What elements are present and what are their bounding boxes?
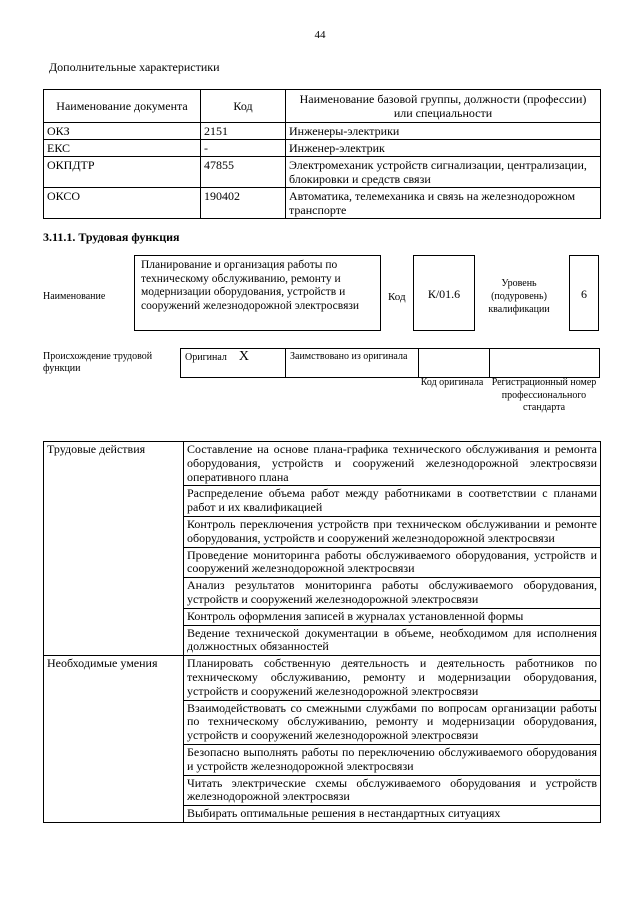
skills-label: Необходимые умения bbox=[44, 656, 184, 823]
skill-item: Выбирать оптимальные решения в нестандартных ситуациях bbox=[184, 806, 601, 823]
table-header-row bbox=[44, 90, 601, 123]
function-name-label: Наименование bbox=[43, 291, 106, 302]
code-original-cell bbox=[419, 349, 490, 378]
row-code: 47855 bbox=[201, 157, 286, 188]
function-origin-label: Происхождение трудовой функции bbox=[43, 351, 153, 374]
function-code-box: К/01.6 bbox=[413, 255, 475, 331]
labor-actions-skills-table bbox=[43, 441, 601, 823]
skill-item: Читать электрические схемы обслуживаемого оборудования и устройств железнодорожной электросвязи bbox=[184, 775, 601, 806]
action-item: Анализ результатов мониторинга работы обслуживаемого оборудования, устройств и сооружений железнодорожной электросвязи bbox=[184, 578, 601, 609]
action-item: Составление на основе плана-графика технического обслуживания и ремонта оборудования, устройств и сооружений железнодорожной электросвязи оперативного плана bbox=[184, 442, 601, 486]
action-item: Ведение технической документации в объеме, необходимом для исполнения должностных обязанностей bbox=[184, 625, 601, 656]
header-document: Наименование документа bbox=[44, 90, 201, 123]
row-name: Инженер-электрик bbox=[286, 140, 601, 157]
table-row bbox=[44, 123, 601, 140]
page-number: 44 bbox=[314, 29, 326, 41]
qualification-level-box: 6 bbox=[569, 255, 599, 331]
skill-item: Безопасно выполнять работы по переключению обслуживаемого оборудования и устройств железнодорожной электросвязи bbox=[184, 744, 601, 775]
action-item: Распределение объема работ между работниками в соответствии с планами работ и их квалификацией bbox=[184, 486, 601, 517]
reg-number-cell bbox=[490, 349, 600, 378]
action-item: Контроль оформления записей в журналах установленной формы bbox=[184, 608, 601, 625]
additional-characteristics-title: Дополнительные характеристики bbox=[49, 60, 220, 74]
row-doc: ОКЗ bbox=[44, 123, 201, 140]
section-heading: 3.11.1. Трудовая функция bbox=[43, 230, 180, 244]
table-row bbox=[44, 188, 601, 219]
original-label: Оригинал bbox=[185, 352, 227, 363]
row-code: - bbox=[201, 140, 286, 157]
original-cell bbox=[181, 349, 286, 378]
actions-label: Трудовые действия bbox=[44, 442, 184, 656]
table-row bbox=[44, 140, 601, 157]
skill-item: Планировать собственную деятельность и деятельность работников по техническому обслуживанию, ремонту и модернизации оборудования, устройств и сооружений железнодорожной электросвязи bbox=[184, 656, 601, 700]
code-original-label: Код оригинала bbox=[420, 377, 484, 388]
origin-table bbox=[180, 348, 600, 378]
function-code-label: Код bbox=[388, 291, 406, 303]
table-row bbox=[44, 656, 601, 700]
row-doc: ОКСО bbox=[44, 188, 201, 219]
row-code: 2151 bbox=[201, 123, 286, 140]
row-name: Автоматика, телемеханика и связь на железнодорожном транспорте bbox=[286, 188, 601, 219]
table-row bbox=[44, 157, 601, 188]
row-code: 190402 bbox=[201, 188, 286, 219]
row-doc: ЕКС bbox=[44, 140, 201, 157]
borrowed-label: Заимствовано из оригинала bbox=[286, 349, 419, 378]
action-item: Контроль переключения устройств при техническом обслуживании и ремонте оборудования, устройств и сооружений железнодорожной электросвязи bbox=[184, 516, 601, 547]
skill-item: Взаимодействовать со смежными службами по вопросам организации работы по техническому обслуживанию, ремонту и модернизации оборудования, устройств и сооружений железнодорожной электросвязи bbox=[184, 700, 601, 744]
header-code: Код bbox=[201, 90, 286, 123]
action-item: Проведение мониторинга работы обслуживаемого оборудования, устройств и сооружений железнодорожной электросвязи bbox=[184, 547, 601, 578]
additional-characteristics-table bbox=[43, 89, 601, 219]
table-row bbox=[44, 442, 601, 486]
row-doc: ОКПДТР bbox=[44, 157, 201, 188]
header-group-name: Наименование базовой группы, должности (профессии) или специальности bbox=[286, 90, 601, 123]
row-name: Инженеры-электрики bbox=[286, 123, 601, 140]
function-name-box: Планирование и организация работы по техническому обслуживанию, ремонту и модернизации оборудования, устройств и сооружений железнодорожной электросвязи bbox=[134, 255, 381, 331]
reg-number-label: Регистрационный номер профессионального стандарта bbox=[491, 377, 597, 413]
row-name: Электромеханик устройств сигнализации, централизации, блокировки и средств связи bbox=[286, 157, 601, 188]
qualification-level-label: Уровень (подуровень) квалификации bbox=[488, 278, 550, 315]
original-mark: X bbox=[238, 349, 250, 364]
